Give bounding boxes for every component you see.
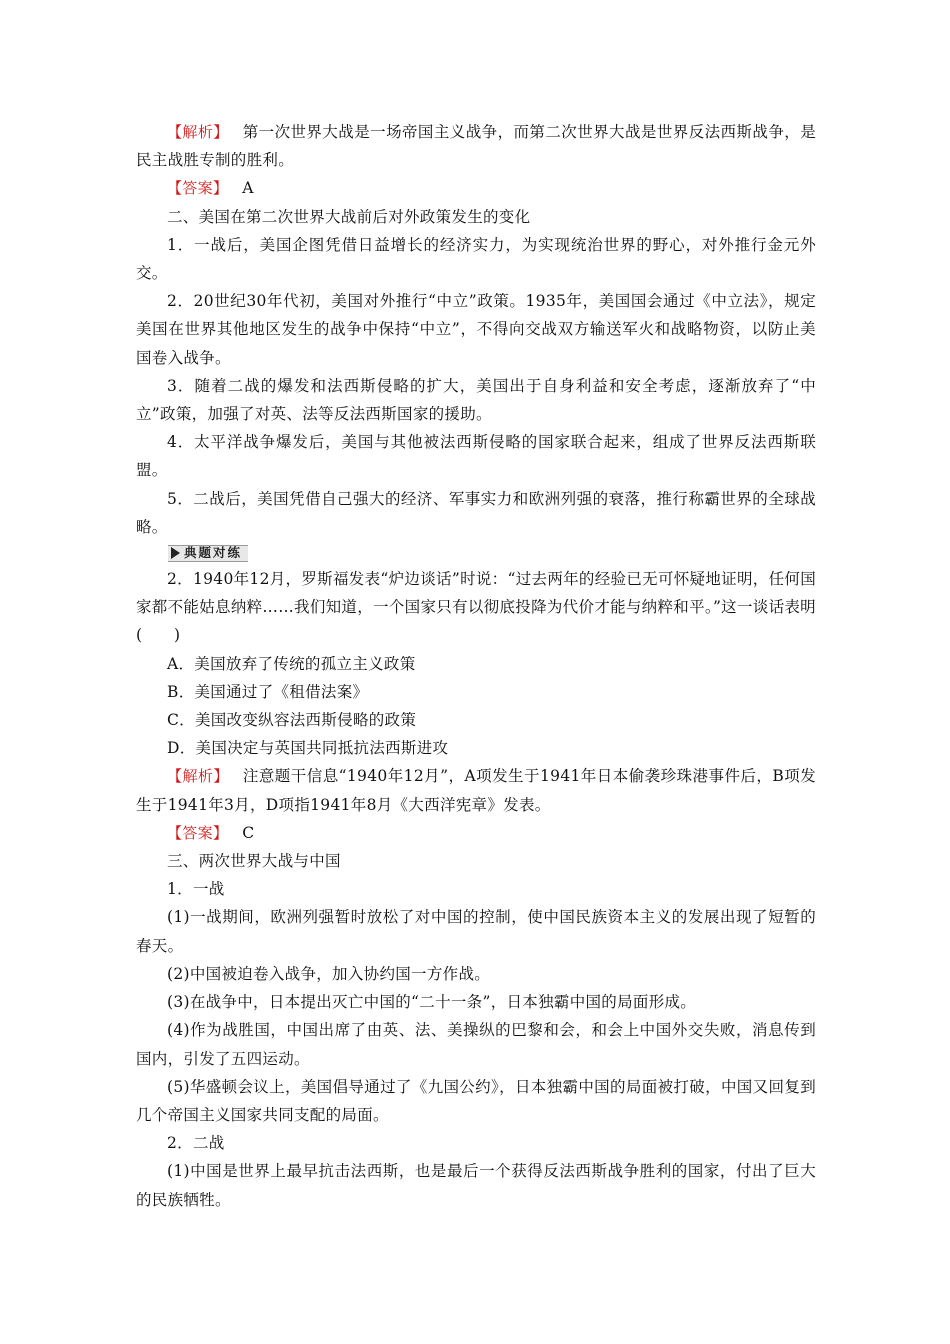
document-page	[136, 118, 816, 1214]
section2-item: 5．二战后，美国凭借自己强大的经济、军事实力和欧洲列强的衰落，推行称霸世界的全球战略。	[136, 489, 816, 536]
section3-sub1-item: (5)华盛顿会议上，美国倡导通过了《九国公约》，日本独霸中国的局面被打破，中国又回复到几个帝国主义国家共同支配的局面。	[136, 1077, 816, 1124]
q2-analysis	[136, 762, 816, 818]
analysis-label: 【解析】	[167, 767, 229, 786]
q2-option-b: B．美国通过了《租借法案》	[167, 682, 369, 701]
q2-option-c: C．美国改变纵容法西斯侵略的政策	[167, 711, 417, 730]
section2-heading: 二、美国在第二次世界大战前后对外政策发生的变化	[167, 207, 531, 226]
q2-option-a: A．美国放弃了传统的孤立主义政策	[167, 654, 416, 673]
answer-label: 【答案】	[167, 823, 229, 842]
q1-answer-value: A	[242, 179, 254, 198]
q1-answer	[136, 174, 816, 202]
answer-label: 【答案】	[167, 179, 229, 198]
section2-item: 2．20世纪30年代初，美国对外推行“中立”政策。1935年，美国国会通过《中立法》，规定美国在世界其他地区发生的战争中保持“中立”，不得向交战双方输送军火和战略物资，以防止美国卷入战争。	[136, 292, 816, 367]
q1-analysis-text: 第一次世界大战是一场帝国主义战争，而第二次世界大战是世界反法西斯战争，是民主战胜专制的胜利。	[136, 123, 816, 170]
section3-sub2-title: 2．二战	[167, 1134, 225, 1153]
analysis-label: 【解析】	[167, 123, 229, 141]
q2-answer	[136, 819, 816, 847]
practice-banner-label: 典题对练	[184, 544, 243, 560]
section3-sub2-item: (1)中国是世界上最早抗击法西斯，也是最后一个获得反法西斯战争胜利的国家，付出了巨大的民族牺牲。	[136, 1162, 816, 1209]
section2-item: 1．一战后，美国企图凭借日益增长的经济实力，为实现统治世界的野心，对外推行金元外交。	[136, 235, 816, 283]
section3-sub1-item: (4)作为战胜国，中国出席了由英、法、美操纵的巴黎和会，和会上中国外交失败，消息传到国内，引发了五四运动。	[136, 1021, 816, 1068]
section3-sub1-item: (3)在战争中，日本提出灭亡中国的“二十一条”，日本独霸中国的局面形成。	[167, 993, 697, 1012]
q1-analysis	[136, 118, 816, 174]
section2-item: 4．太平洋战争爆发后，美国与其他被法西斯侵略的国家联合起来，组成了世界反法西斯联盟。	[136, 433, 816, 480]
q2-analysis-text: 注意题干信息“1940年12月”，A项发生于1941年日本偷袭珍珠港事件后，B项发生于1941年3月，D项指1941年8月《大西洋宪章》发表。	[136, 767, 817, 814]
section3-heading: 三、两次世界大战与中国	[167, 852, 341, 871]
section2-item: 3．随着二战的爆发和法西斯侵略的扩大，美国出于自身利益和安全考虑，逐渐放弃了“中立”政策，加强了对英、法等反法西斯国家的援助。	[136, 376, 816, 424]
practice-banner	[168, 541, 816, 565]
q2-answer-value: C	[242, 823, 255, 842]
triangle-right-icon	[171, 547, 180, 559]
practice-banner-box	[168, 545, 248, 562]
q2-stem: 2．1940年12月，罗斯福发表“炉边谈话”时说：“过去两年的经验已无可怀疑地证明，任何国家都不能姑息纳粹……我们知道，一个国家只有以彻底投降为代价才能与纳粹和平。”这一谈话表明( )	[136, 570, 816, 645]
section3-sub1-item: (2)中国被迫卷入战争，加入协约国一方作战。	[167, 964, 491, 983]
q2-option-d: D．美国决定与英国共同抵抗法西斯进攻	[167, 739, 449, 758]
section3-sub1-title: 1．一战	[167, 880, 225, 899]
section3-sub1-item: (1)一战期间，欧洲列强暂时放松了对中国的控制，使中国民族资本主义的发展出现了短暂的春天。	[136, 908, 816, 955]
